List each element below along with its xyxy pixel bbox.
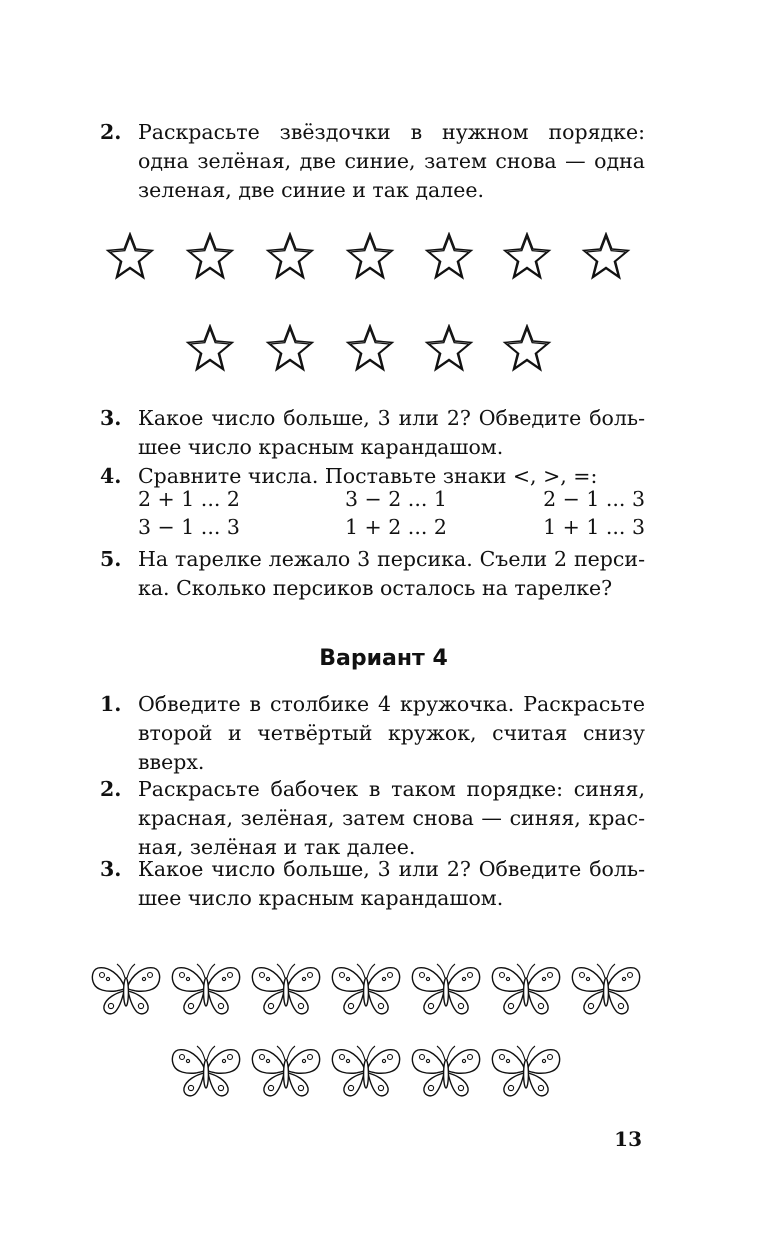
task-text: Обведите в столбике 4 кружочка. Раскрасьте второй и четвёртый кружок, считая снизу вверх. [138, 692, 645, 774]
outline-star-icon[interactable] [581, 232, 631, 282]
task-text: Раскрасьте звёздочки в нужном порядке: одна зелёная, две синие, затем снова — одна зеленая, две синие и так далее. [138, 120, 645, 202]
outline-star-icon[interactable] [265, 324, 315, 374]
butterfly-outline-icon[interactable] [330, 1042, 402, 1102]
outline-star-icon[interactable] [345, 232, 395, 282]
variant4-task-3 [100, 855, 645, 913]
butterfly-outline-icon[interactable] [410, 960, 482, 1020]
task-3-compare [100, 404, 645, 462]
comparison-expression: 3 − 1 ... 3 [138, 515, 240, 539]
butterfly-outline-icon[interactable] [570, 960, 642, 1020]
comparison-row [138, 513, 645, 542]
task-number: 1. [100, 692, 122, 716]
task-number: 2. [100, 120, 122, 144]
butterfly-outline-icon[interactable] [250, 960, 322, 1020]
task-2-stars [100, 118, 645, 205]
butterfly-outline-icon[interactable] [170, 960, 242, 1020]
comparison-expression: 3 − 2 ... 1 [345, 487, 447, 511]
task-5-peaches [100, 545, 645, 603]
variant4-task-2 [100, 775, 645, 862]
task-text: Какое число больше, 3 или 2? Обведите большее число красным карандашом. [138, 857, 645, 910]
task-text: Какое число больше, 3 или 2? Обведите большее число красным карандашом. [138, 406, 645, 459]
butterfly-outline-icon[interactable] [490, 960, 562, 1020]
outline-star-icon[interactable] [105, 232, 155, 282]
butterfly-outline-icon[interactable] [410, 1042, 482, 1102]
outline-star-icon[interactable] [345, 324, 395, 374]
task-text: Сравните числа. Поставьте знаки <, >, =: [138, 464, 598, 488]
page-number: 13 [614, 1127, 642, 1151]
outline-star-icon[interactable] [424, 232, 474, 282]
outline-star-icon[interactable] [424, 324, 474, 374]
butterfly-outline-icon[interactable] [330, 960, 402, 1020]
task-number: 5. [100, 547, 122, 571]
variant4-task-1 [100, 690, 645, 777]
task-number: 3. [100, 406, 122, 430]
outline-star-icon[interactable] [185, 324, 235, 374]
comparison-expression: 1 + 1 ... 3 [543, 515, 645, 539]
outline-star-icon[interactable] [502, 324, 552, 374]
comparison-expression: 2 + 1 ... 2 [138, 487, 240, 511]
comparison-row [138, 485, 645, 514]
variant-heading: Вариант 4 [319, 646, 448, 671]
task-number: 3. [100, 857, 122, 881]
comparison-expression: 1 + 2 ... 2 [345, 515, 447, 539]
task-number: 4. [100, 464, 122, 488]
butterfly-outline-icon[interactable] [90, 960, 162, 1020]
task-text: На тарелке лежало 3 персика. Съели 2 персика. Сколько персиков осталось на тарелке? [138, 547, 645, 600]
butterfly-outline-icon[interactable] [170, 1042, 242, 1102]
outline-star-icon[interactable] [185, 232, 235, 282]
comparison-expression: 2 − 1 ... 3 [543, 487, 645, 511]
outline-star-icon[interactable] [502, 232, 552, 282]
task-number: 2. [100, 777, 122, 801]
task-text: Раскрасьте бабочек в таком порядке: синяя, красная, зелёная, затем снова — синяя, красная, зелёная и так далее. [138, 777, 645, 859]
butterfly-outline-icon[interactable] [490, 1042, 562, 1102]
outline-star-icon[interactable] [265, 232, 315, 282]
butterfly-outline-icon[interactable] [250, 1042, 322, 1102]
